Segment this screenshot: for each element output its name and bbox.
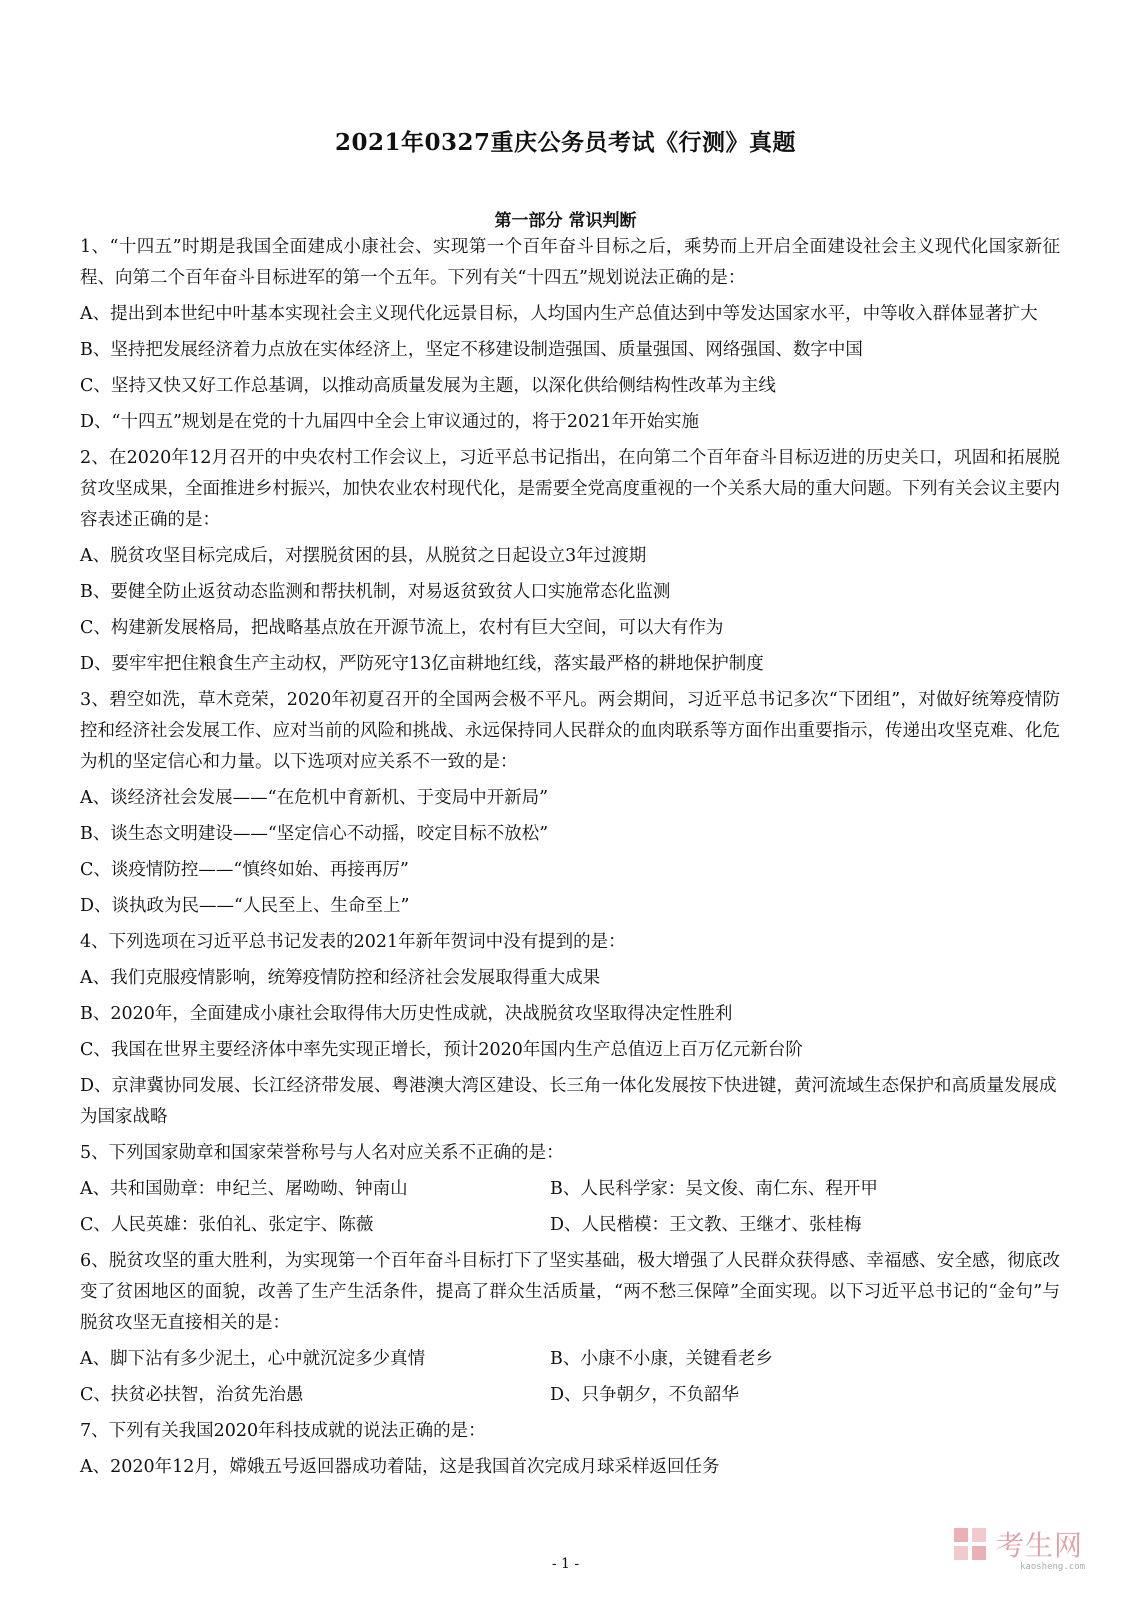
option-row (80, 1174, 1060, 1205)
option: A、脱贫攻坚目标完成后，对摆脱贫困的县，从脱贫之日起设立3年过渡期 (80, 546, 647, 566)
option: A、我们克服疫情影响，统筹疫情防控和经济社会发展取得重大成果 (80, 968, 601, 988)
option: C、扶贫必扶智，治贫先治愚 (80, 1385, 304, 1405)
question-stem: 3、碧空如洗，草木竞荣，2020年初夏召开的全国两会极不平凡。两会期间，习近平总书记多次“下团组”，对做好统筹疫情防控和经济社会发展工作、应对当前的风险和挑战、永远保持同人民群众的血肉联系等方面作出重要指示，传递出攻坚克难、化危为机的坚定信心和力量。以下选项对应关系不一致的是： (80, 690, 1060, 772)
section-heading: 第一部分 常识判断 (494, 211, 637, 231)
option: D、只争朝夕，不负韶华 (550, 1385, 740, 1405)
option: C、坚持又快又好工作总基调，以推动高质量发展为主题，以深化供给侧结构性改革为主线 (80, 376, 776, 396)
question-stem: 5、下列国家勋章和国家荣誉称号与人名对应关系不正确的是： (80, 1143, 564, 1163)
option: D、京津冀协同发展、长江经济带发展、粤港澳大湾区建设、长三角一体化发展按下快进键，黄河流域生态保护和高质量发展成为国家战略 (80, 1076, 1057, 1127)
option: C、谈疫情防控——“慎终如始、再接再厉” (80, 860, 409, 880)
page-number: - 1 - (551, 1556, 580, 1572)
option: A、提出到本世纪中叶基本实现社会主义现代化远景目标，人均国内生产总值达到中等发达国家水平，中等收入群体显著扩大 (80, 304, 1038, 324)
option: D、人民楷模：王文教、王继才、张桂梅 (550, 1215, 862, 1235)
question-stem: 2、在2020年12月召开的中央农村工作会议上，习近平总书记指出，在向第二个百年奋斗目标迈进的历史关口，巩固和拓展脱贫攻坚成果，全面推进乡村振兴，加快农业农村现代化，是需要全党高度重视的一个关系大局的重大问题。下列有关会议主要内容表述正确的是： (80, 448, 1060, 530)
option: B、人民科学家：吴文俊、南仁东、程开甲 (550, 1179, 878, 1199)
option-row (80, 1210, 1060, 1241)
option-row (80, 1344, 1060, 1375)
document-title: 2021年0327重庆公务员考试《行测》真题 (334, 129, 797, 156)
option: B、2020年，全面建成小康社会取得伟大历史性成就，决战脱贫攻坚取得决定性胜利 (80, 1004, 733, 1024)
option: A、脚下沾有多少泥土，心中就沉淀多少真情 (80, 1349, 426, 1369)
option: A、2020年12月，嫦娥五号返回器成功着陆，这是我国首次完成月球采样返回任务 (80, 1457, 720, 1477)
option: B、谈生态文明建设——“坚定信心不动摇，咬定目标不放松” (80, 824, 549, 844)
option: A、共和国勋章：申纪兰、屠呦呦、钟南山 (80, 1179, 408, 1199)
option: C、构建新发展格局，把战略基点放在开源节流上，农村有巨大空间，可以大有作为 (80, 618, 724, 638)
option-row (80, 1380, 1060, 1411)
question-stem: 6、脱贫攻坚的重大胜利，为实现第一个百年奋斗目标打下了坚实基础，极大增强了人民群众获得感、幸福感、安全感，彻底改变了贫困地区的面貌，改善了生产生活条件，提高了群众生活质量，“两不愁三保障”全面实现。以下习近平总书记的“金句”与脱贫攻坚无直接相关的是： (80, 1251, 1060, 1333)
option: B、小康不小康，关键看老乡 (550, 1349, 773, 1369)
option: D、“十四五”规划是在党的十九届四中全会上审议通过的，将于2021年开始实施 (80, 412, 699, 432)
option: B、要健全防止返贫动态监测和帮扶机制，对易返贫致贫人口实施常态化监测 (80, 582, 671, 602)
option: A、谈经济社会发展——“在危机中育新机、于变局中开新局” (80, 788, 549, 808)
watermark-text: 考生网 (996, 1529, 1084, 1562)
option: D、要牢牢把住粮食生产主动权，严防死守13亿亩耕地红线，落实最严格的耕地保护制度 (80, 654, 764, 674)
question-list (80, 232, 1060, 1488)
option: C、人民英雄：张伯礼、张定宇、陈薇 (80, 1215, 374, 1235)
option: C、我国在世界主要经济体中率先实现正增长，预计2020年国内生产总值迈上百万亿元新台阶 (80, 1040, 803, 1060)
question-stem: 4、下列选项在习近平总书记发表的2021年新年贺词中没有提到的是： (80, 932, 626, 952)
option: D、谈执政为民——“人民至上、生命至上” (80, 896, 410, 916)
question-stem: 1、“十四五”时期是我国全面建成小康社会、实现第一个百年奋斗目标之后，乘势而上开启全面建设社会主义现代化国家新征程、向第二个百年奋斗目标进军的第一个五年。下列有关“十四五”规划说法正确的是： (80, 237, 1060, 288)
question-stem: 7、下列有关我国2020年科技成就的说法正确的是： (80, 1421, 486, 1441)
watermark-url: kaosheng.com (1020, 1562, 1086, 1572)
option: B、坚持把发展经济着力点放在实体经济上，坚定不移建设制造强国、质量强国、网络强国、数字中国 (80, 340, 863, 360)
